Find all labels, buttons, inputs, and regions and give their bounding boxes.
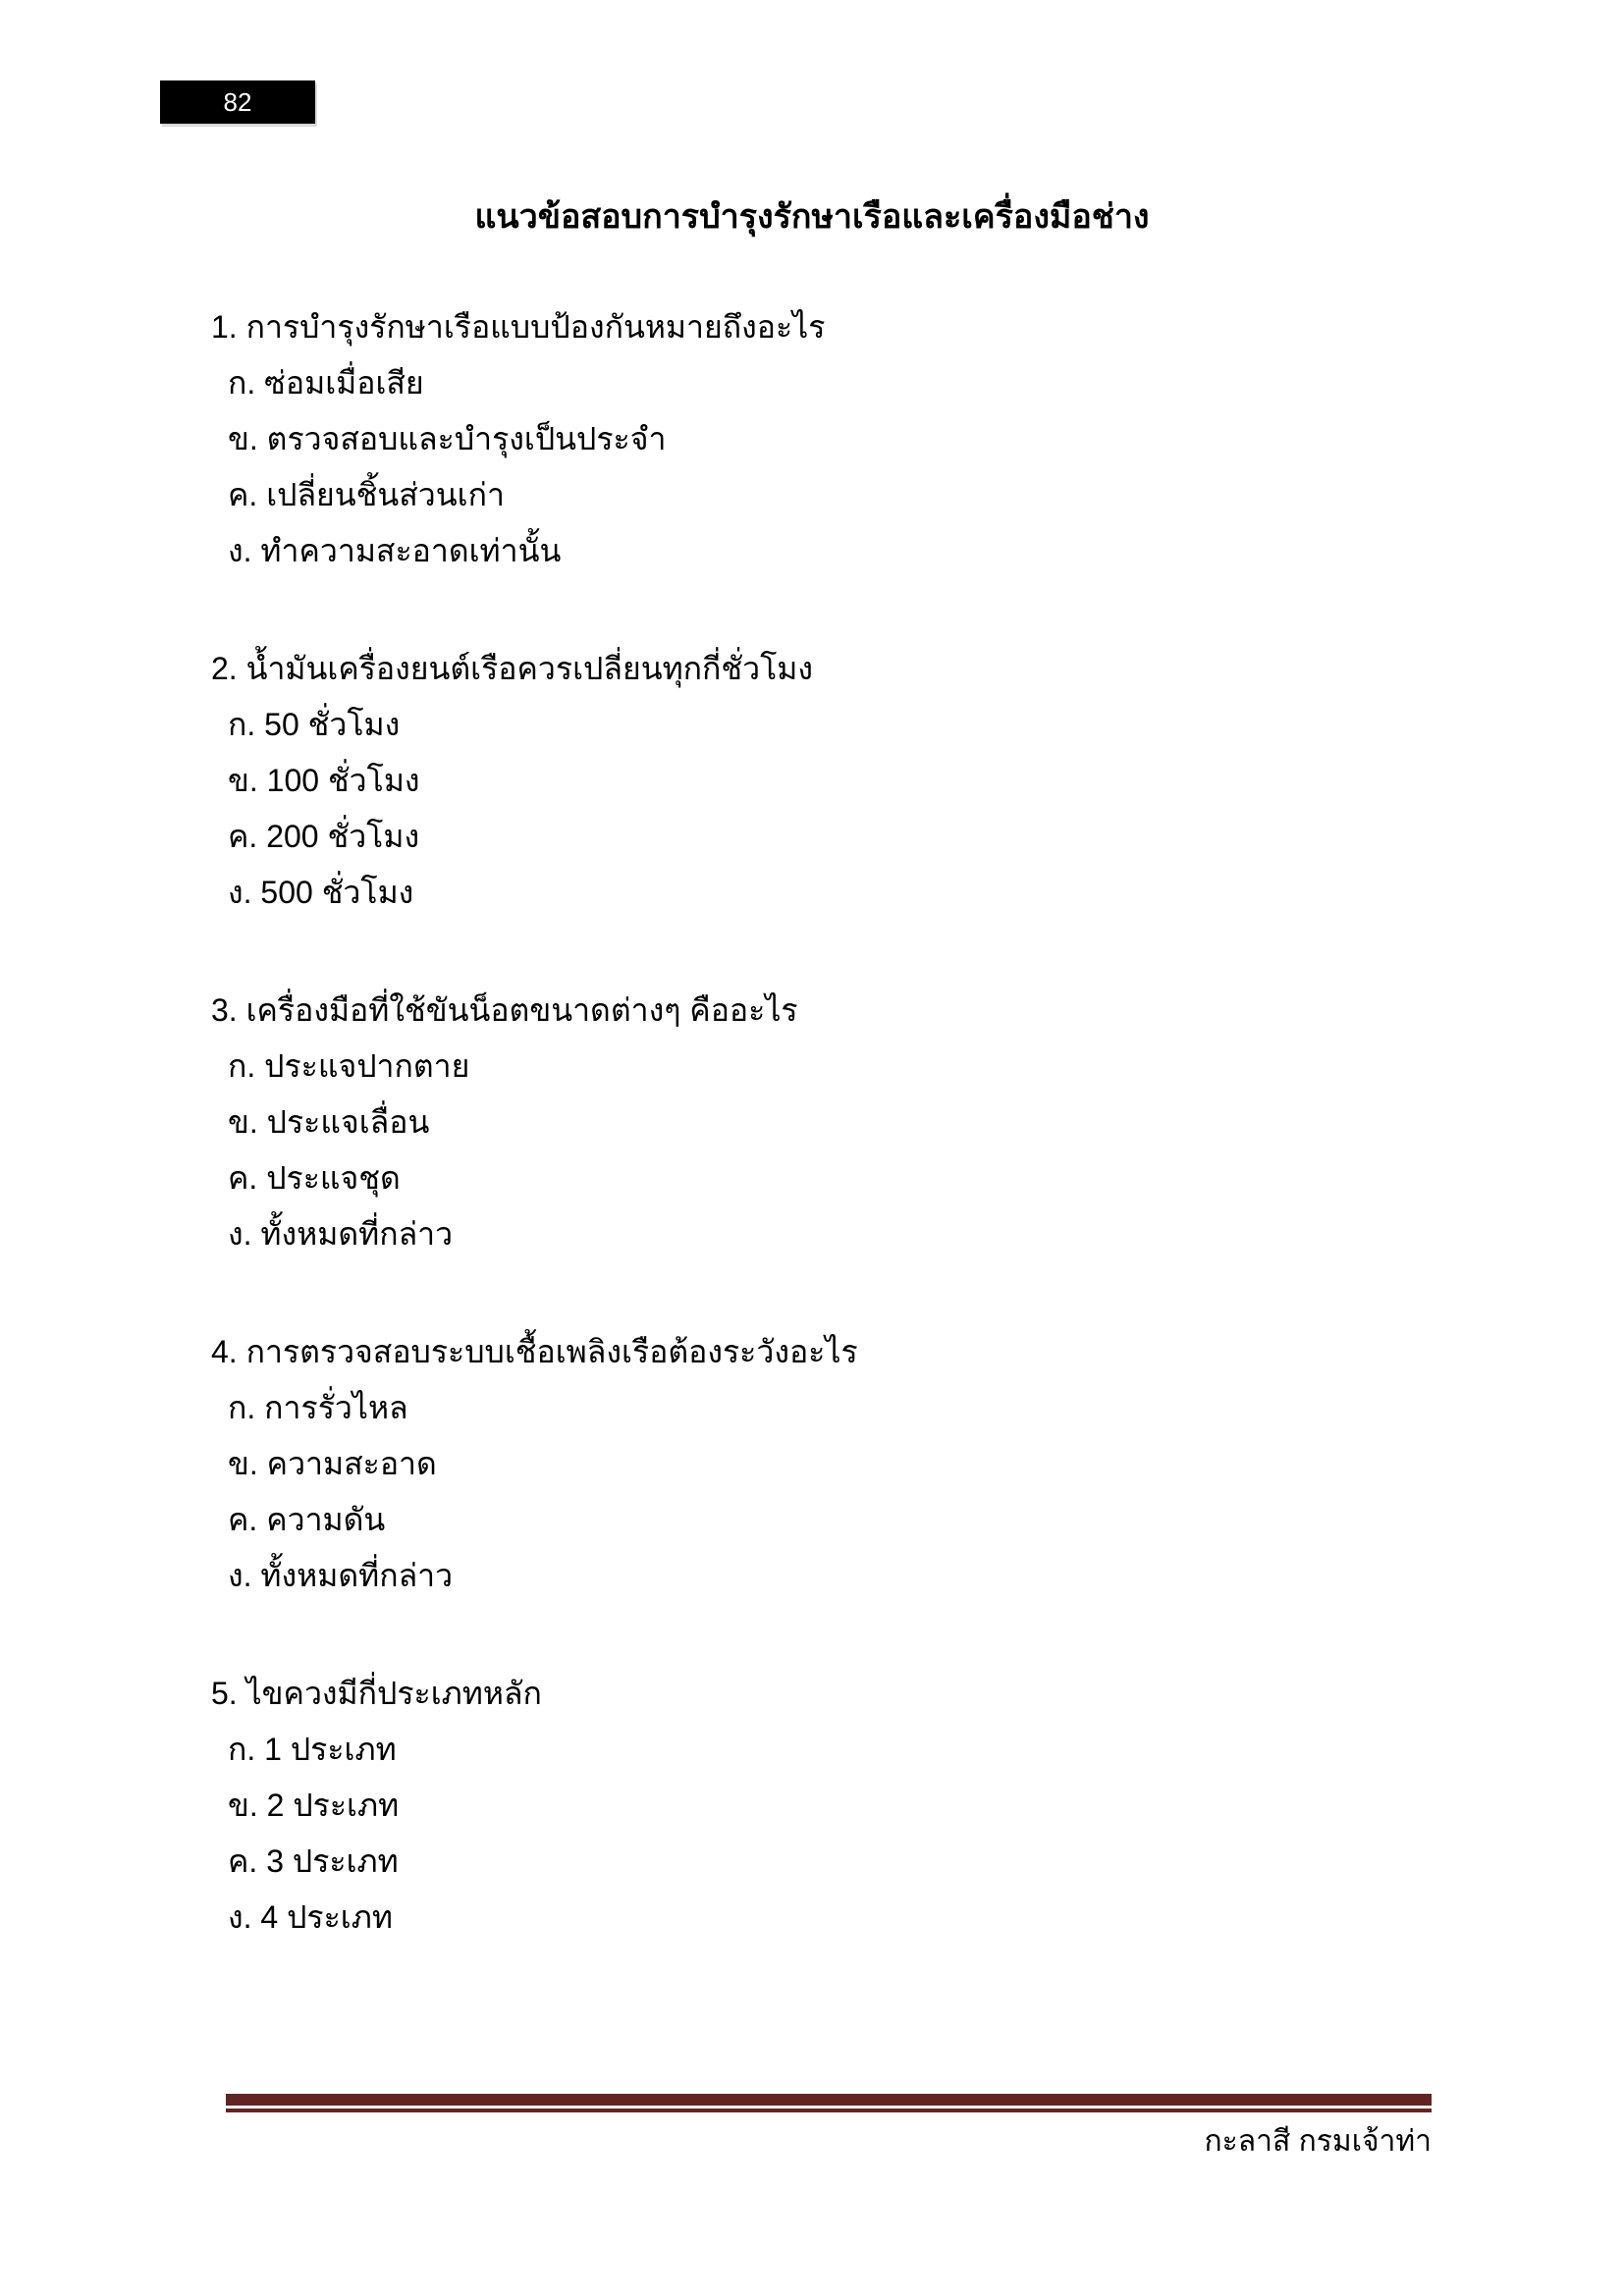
question-option: ข. ประแจเลื่อน [228, 1104, 430, 1140]
question-block [211, 1666, 1506, 1946]
footer-text: กะลาสี กรมเจ้าท่า [1204, 2125, 1432, 2158]
question-block [211, 1324, 1506, 1604]
question-text: 5. ไขควงมีกี่ประเภทหลัก [211, 1676, 542, 1711]
question-block [211, 299, 1506, 579]
question-option: ก. การรั่วไหล [228, 1390, 408, 1425]
question-option: ก. ประแจปากตาย [228, 1048, 470, 1084]
question-option: ง. ทั้งหมดที่กล่าว [228, 1558, 454, 1593]
question-block [211, 641, 1506, 921]
question-text: 3. เครื่องมือที่ใช้ขันน็อตขนาดต่างๆ คืออะไร [211, 992, 798, 1028]
question-option: ข. ความสะอาด [228, 1446, 437, 1481]
question-text: 4. การตรวจสอบระบบเชื้อเพลิงเรือต้องระวังอะไร [211, 1334, 858, 1369]
question-option: ก. 1 ประเภท [228, 1732, 397, 1767]
question-option: ข. 100 ชั่วโมง [228, 763, 420, 798]
question-option: ค. 3 ประเภท [228, 1843, 399, 1879]
question-option: ค. 200 ชั่วโมง [228, 819, 420, 854]
footer-divider-thick-line [226, 2094, 1432, 2106]
footer-divider-thin-line [226, 2109, 1432, 2112]
page-number-box [160, 80, 315, 124]
question-text: 2. น้ำมันเครื่องยนต์เรือควรเปลี่ยนทุกกี่ชั่วโมง [211, 651, 813, 686]
question-option: ง. ทั้งหมดที่กล่าว [228, 1216, 454, 1252]
question-list [211, 299, 1506, 1946]
question-option: ค. ความดัน [228, 1502, 386, 1537]
question-option: ง. 4 ประเภท [228, 1899, 393, 1935]
footer-divider [226, 2094, 1432, 2112]
question-option: ค. เปลี่ยนชิ้นส่วนเก่า [228, 477, 505, 512]
question-option: ก. ซ่อมเมื่อเสีย [228, 365, 424, 400]
question-option: ข. 2 ประเภท [228, 1788, 400, 1823]
question-option: ค. ประแจชุด [228, 1160, 401, 1196]
page-number: 82 [223, 86, 252, 117]
question-option: ข. ตรวจสอบและบำรุงเป็นประจำ [228, 421, 667, 456]
question-option: ก. 50 ชั่วโมง [228, 707, 401, 742]
page-title: แนวข้อสอบการบำรุงรักษาเรือและเครื่องมือช่าง [474, 198, 1150, 236]
question-option: ง. ทำความสะอาดเท่านั้น [228, 533, 562, 568]
question-block [211, 983, 1506, 1262]
question-option: ง. 500 ชั่วโมง [228, 875, 414, 910]
question-text: 1. การบำรุงรักษาเรือแบบป้องกันหมายถึงอะไร [211, 309, 826, 345]
